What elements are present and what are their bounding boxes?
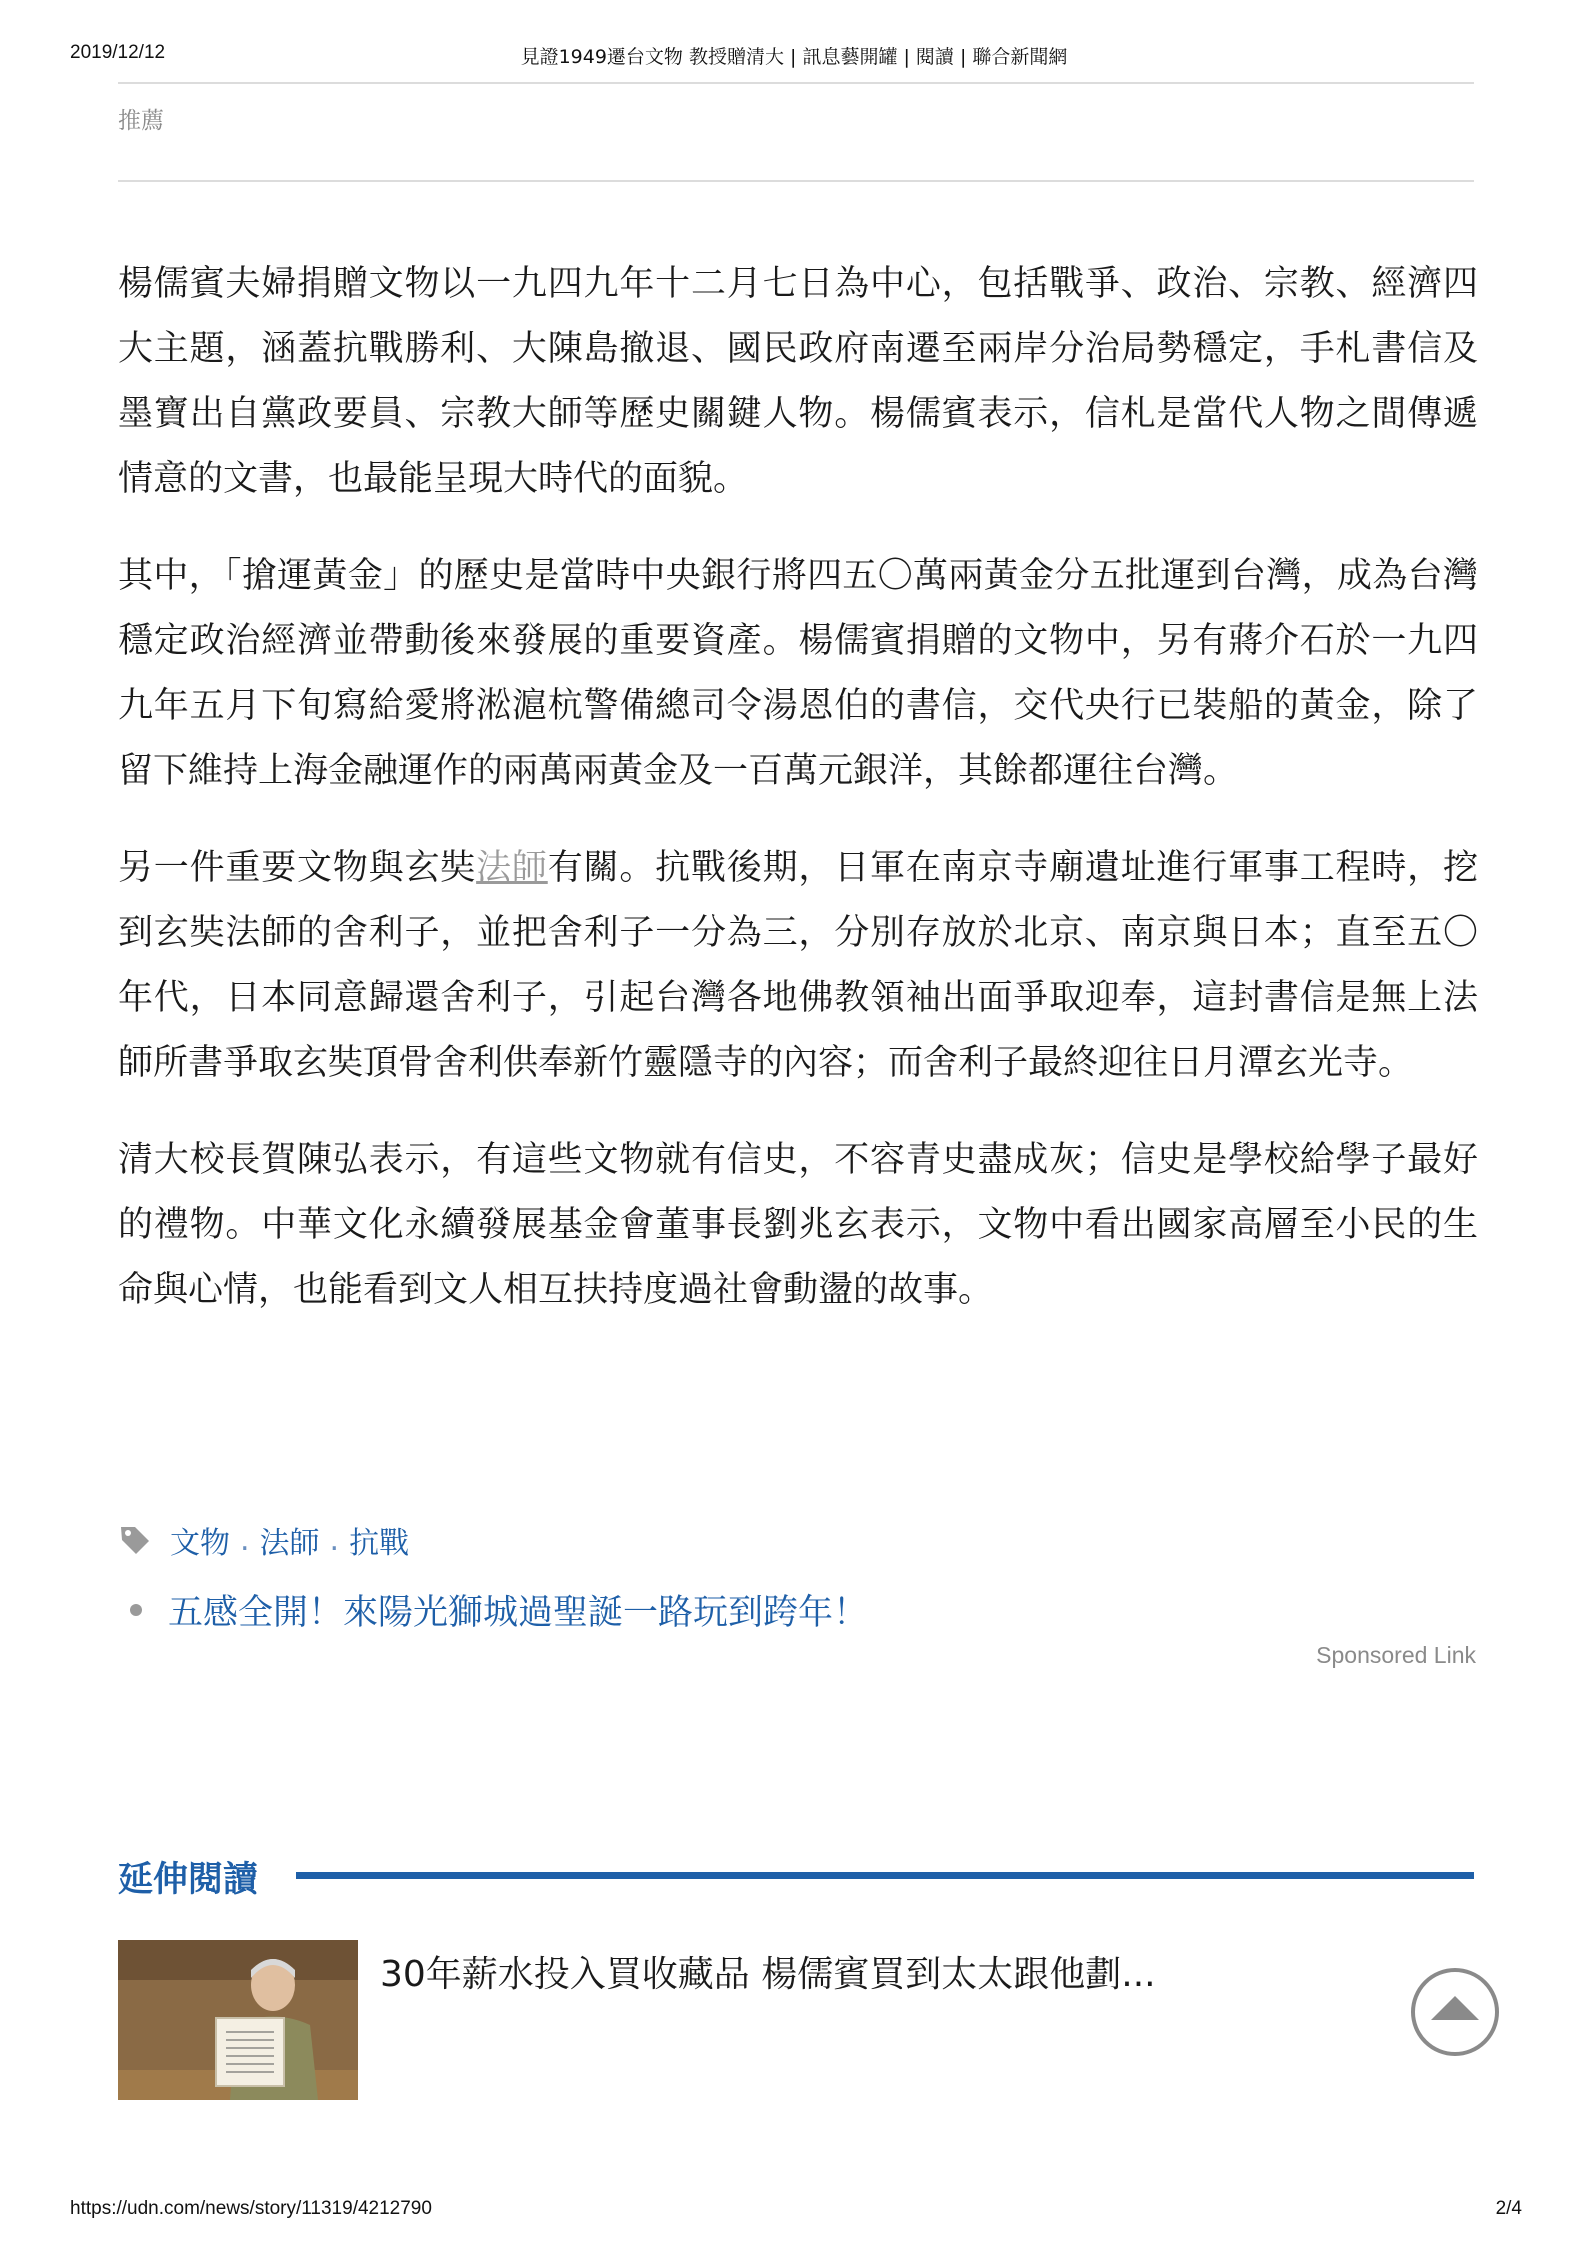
paragraph-text: 另一件重要文物與玄奘 (118, 848, 477, 888)
sponsored-item (130, 1585, 868, 1635)
tags-row (118, 1520, 409, 1560)
related-article-title[interactable]: 30年薪水投入買收藏品 楊儒賓買到太太跟他劃... (380, 1954, 1156, 1995)
article-paragraph-3 (118, 836, 1478, 1096)
further-reading-heading: 延伸閱讀 (118, 1860, 259, 1900)
tag-link[interactable]: 法師 (259, 1526, 320, 1561)
related-article[interactable] (118, 1940, 1478, 2105)
recommend-label[interactable]: 推薦 (118, 108, 164, 134)
tag-separator: . (329, 1522, 340, 1558)
article-paragraph-1: 楊儒賓夫婦捐贈文物以一九四九年十二月七日為中心，包括戰爭、政治、宗教、經濟四大主題，涵蓋抗戰勝利、大陳島撤退、國民政府南遷至兩岸分治局勢穩定，手札書信及墨寶出自黨政要員、宗教大師等歷史關鍵人物。楊儒賓表示，信札是當代人物之間傳遞情意的文書，也最能呈現大時代的面貌。 (118, 264, 1478, 499)
arrow-up-icon[interactable] (1409, 1966, 1501, 2058)
article-paragraph-4: 清大校長賀陳弘表示，有這些文物就有信史，不容青史盡成灰；信史是學校給學子最好的禮物。中華文化永續發展基金會董事長劉兆玄表示，文物中看出國家高層至小民的生命與心情，也能看到文人相互扶持度過社會動盪的故事。 (118, 1140, 1478, 1310)
bullet-icon (130, 1604, 142, 1616)
sponsored-label: Sponsored Link (1316, 1642, 1476, 1668)
keyword-link-fashi[interactable]: 法師 (476, 848, 548, 888)
divider (118, 82, 1474, 84)
divider (118, 180, 1474, 182)
article-body (118, 252, 1478, 1355)
print-page-title: 見證1949遷台文物 教授贈清大 | 訊息藝開罐 | 閱讀 | 聯合新聞網 (520, 46, 1068, 68)
paragraph-text: 有關。抗戰後期，日軍在南京寺廟遺址進行軍事工程時，挖到玄奘法師的舍利子，並把舍利子一分為三，分別存放於北京、南京與日本；直至五〇年代，日本同意歸還舍利子，引起台灣各地佛教領袖出面爭取迎奉，這封書信是無上法師所書爭取玄奘頂骨舍利供奉新竹靈隱寺的內容；而舍利子最終迎往日月潭玄光寺。 (118, 848, 1478, 1083)
page-number: 2/4 (1495, 2198, 1522, 2219)
sponsored-link[interactable]: 五感全開！來陽光獅城過聖誕一路玩到跨年！ (168, 1593, 869, 1633)
tag-icon (118, 1523, 152, 1557)
article-paragraph-2: 其中，「搶運黃金」的歷史是當時中央銀行將四五〇萬兩黃金分五批運到台灣，成為台灣穩定政治經濟並帶動後來發展的重要資產。楊儒賓捐贈的文物中，另有蔣介石於一九四九年五月下旬寫給愛將淞滬杭警備總司令湯恩伯的書信，交代央行已裝船的黃金，除了留下維持上海金融運作的兩萬兩黃金及一百萬元銀洋，其餘都運往台灣。 (118, 556, 1478, 791)
heading-rule (296, 1872, 1474, 1879)
print-url: https://udn.com/news/story/11319/4212790 (70, 2198, 432, 2219)
tag-link[interactable]: 文物 (170, 1526, 230, 1561)
print-date: 2019/12/12 (70, 42, 166, 63)
tag-link[interactable]: 抗戰 (349, 1526, 410, 1561)
tag-separator: . (240, 1522, 250, 1558)
related-article-thumbnail[interactable] (118, 1940, 358, 2100)
